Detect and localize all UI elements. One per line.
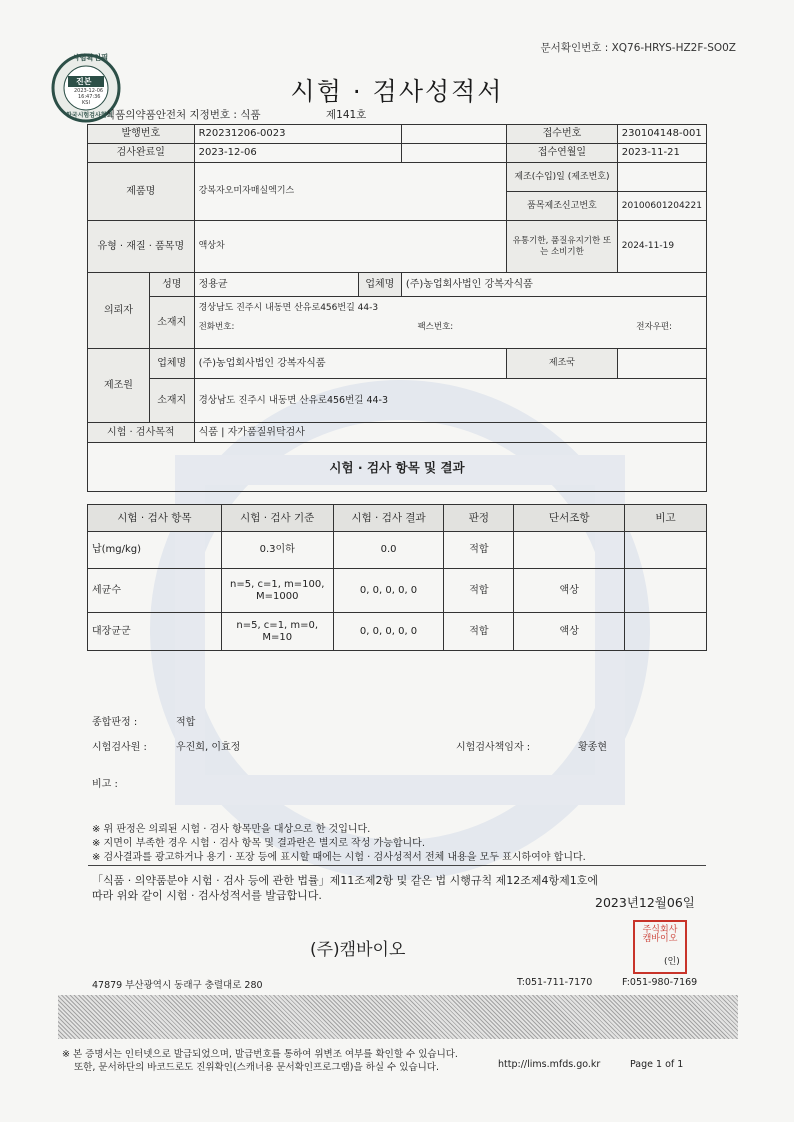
designation-label: 식품의약품안전처 지정번호 : 식품 <box>105 109 261 121</box>
client-label: 의뢰자 <box>88 273 150 349</box>
maker-address-label: 소재지 <box>149 379 194 423</box>
maker-address: 경상남도 진주시 내동면 산유로456번길 44-3 <box>194 379 706 423</box>
law-line-1: 「식품 · 의약품분야 시험 · 검사 등에 관한 법률」제11조제2항 및 같은 법 시행규칙 제12조제4항제1호에 <box>92 874 598 887</box>
product-name: 강복자오미자매실엑기스 <box>194 163 507 221</box>
country-label: 제조국 <box>507 349 618 379</box>
report-no: 20100601204221 <box>617 192 706 221</box>
mfg-date-label: 제조(수입)일 (제조번호) <box>507 163 618 192</box>
maker-label: 제조원 <box>88 349 150 423</box>
note-line: ※ 위 판정은 의뢰된 시험 · 검사 항목만을 대상으로 한 것입니다. <box>92 824 371 835</box>
document-confirm-number: 문서확인번호 : XQ76-HRYS-HZ2F-SO0Z <box>540 42 736 54</box>
expiry-label: 유통기한, 품질유지기한 또는 소비기한 <box>507 221 618 273</box>
report-no-label: 품목제조신고번호 <box>507 192 618 221</box>
results-col-proviso: 단서조항 <box>514 505 625 532</box>
client-fax-label: 팩스번호: <box>417 321 454 332</box>
seal-text: 주식회사캠바이오 <box>642 925 678 945</box>
stamp-time: 16:47:36 <box>78 94 101 100</box>
row-item: 세균수 <box>88 569 222 613</box>
receipt-date: 2023-11-21 <box>617 144 706 163</box>
results-col-note: 비고 <box>625 505 707 532</box>
divider <box>88 865 706 866</box>
purpose-label: 시험 · 검사목적 <box>88 423 195 443</box>
stamp-code: KSI <box>82 100 90 106</box>
info-table <box>87 124 707 492</box>
issue-date: 2023년12월06일 <box>595 895 695 910</box>
results-col-result: 시험 · 검사 결과 <box>333 505 444 532</box>
overall-label: 종합판정 : <box>92 717 138 728</box>
mfg-date <box>617 163 706 192</box>
footer-note-1: ※ 본 증명서는 인터넷으로 발급되었으며, 발급번호를 통하여 위변조 여부를 확인할 수 있습니다. <box>62 1049 458 1060</box>
client-company: (주)농업회사법인 강복자식품 <box>401 273 706 297</box>
receipt-no: 230104148-001 <box>617 125 706 144</box>
results-col-item: 시험 · 검사 항목 <box>88 505 222 532</box>
note-line: ※ 검사결과를 광고하거나 용기 · 포장 등에 표시할 때에는 시험 · 검사성적서 전체 내용을 모두 표시하여야 합니다. <box>92 852 586 863</box>
row-item: 납(mg/kg) <box>88 532 222 569</box>
manager-value: 황종현 <box>578 742 607 753</box>
client-phone-label: 전화번호: <box>198 321 235 332</box>
client-email-label: 전자우편: <box>636 321 672 332</box>
footer-tel: T:051-711-7170 <box>517 977 593 988</box>
issue-no-label: 발행번호 <box>88 125 195 144</box>
row-judge: 적합 <box>444 532 514 569</box>
testers-value: 우진희, 이효정 <box>176 742 241 753</box>
row-standard: n=5, c=1, m=100, M=1000 <box>221 569 333 613</box>
purpose: 식품 | 자가품질위탁검사 <box>194 423 706 443</box>
maker-company: (주)농업회사법인 강복자식품 <box>194 349 507 379</box>
stamp-date: 2023-12-06 <box>74 88 104 94</box>
client-company-label: 업체명 <box>358 273 401 297</box>
row-proviso: 액상 <box>514 613 625 651</box>
stamp-top-text: 시험확인필 <box>72 53 109 62</box>
row-judge: 적합 <box>444 613 514 651</box>
type-label: 유형 · 재질 · 품목명 <box>88 221 195 273</box>
designation-number: 제141호 <box>326 109 367 121</box>
row-note <box>625 613 707 651</box>
client-name: 정용균 <box>194 273 358 297</box>
receipt-no-label: 접수번호 <box>507 125 618 144</box>
expiry-date: 2024-11-19 <box>617 221 706 273</box>
results-table <box>87 504 707 651</box>
seal-suffix: (인) <box>664 957 680 967</box>
page-indicator: Page 1 of 1 <box>630 1059 684 1070</box>
stamp-mid-text: 진본 <box>76 77 92 86</box>
complete-date-label: 검사완료일 <box>88 144 195 163</box>
client-address-label: 소재지 <box>149 297 194 349</box>
table-row <box>88 613 707 651</box>
row-judge: 적합 <box>444 569 514 613</box>
row-proviso <box>514 532 625 569</box>
row-standard: n=5, c=1, m=0, M=10 <box>221 613 333 651</box>
row-proviso: 액상 <box>514 569 625 613</box>
law-line-2: 따라 위와 같이 시험 · 검사성적서를 발급합니다. <box>92 889 322 902</box>
row-note <box>625 569 707 613</box>
barcode-pattern <box>58 995 738 1039</box>
row-result: 0, 0, 0, 0, 0 <box>333 613 444 651</box>
footer-note-2: 또한, 문서하단의 바코드로도 진위확인(스캐너용 문서확인프로그램)을 하실 수 있습니다. <box>74 1062 439 1073</box>
receipt-date-label: 접수연월일 <box>507 144 618 163</box>
row-item: 대장균군 <box>88 613 222 651</box>
results-header-row <box>88 505 707 532</box>
table-row <box>88 532 707 569</box>
row-note <box>625 532 707 569</box>
page-title: 시험 · 검사성적서 <box>290 77 504 106</box>
complete-date: 2023-12-06 <box>194 144 401 163</box>
footer-url[interactable]: http://lims.mfds.go.kr <box>498 1059 601 1070</box>
overall-value: 적합 <box>176 717 196 728</box>
maker-company-label: 업체명 <box>149 349 194 379</box>
row-result: 0.0 <box>333 532 444 569</box>
stamp-bottom-text: 한국시험검사협회 <box>66 112 113 119</box>
client-name-label: 성명 <box>149 273 194 297</box>
testers-label: 시험검사원 : <box>92 742 147 753</box>
manager-label: 시험검사책임자 : <box>456 742 531 753</box>
row-standard: 0.3이하 <box>221 532 333 569</box>
footer-fax: F:051-980-7169 <box>622 977 698 988</box>
note-line: ※ 지면이 부족한 경우 시험 · 검사 항목 및 결과란은 별지로 작성 가능합니다. <box>92 838 426 849</box>
footer-address: 47879 부산광역시 동래구 충렬대로 280 <box>92 980 263 991</box>
results-title: 시험 · 검사 항목 및 결과 <box>88 443 707 492</box>
issuer-company: (주)캠바이오 <box>310 940 406 960</box>
row-result: 0, 0, 0, 0, 0 <box>333 569 444 613</box>
remark-label: 비고 : <box>92 779 118 790</box>
product-name-label: 제품명 <box>88 163 195 221</box>
issue-no: R20231206-0023 <box>194 125 401 144</box>
results-col-standard: 시험 · 검사 기준 <box>221 505 333 532</box>
table-row <box>88 569 707 613</box>
client-address: 경상남도 진주시 내동면 산유로456번길 44-3 <box>198 303 379 313</box>
type-value: 액상차 <box>194 221 507 273</box>
results-col-judge: 판정 <box>444 505 514 532</box>
